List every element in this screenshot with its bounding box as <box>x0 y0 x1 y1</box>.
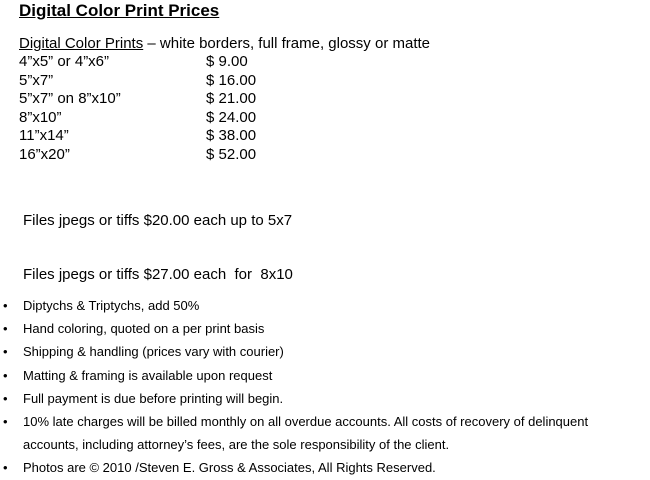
print-size: 8”x10” <box>19 108 62 126</box>
price-row <box>19 72 339 91</box>
list-item <box>0 456 640 479</box>
list-item-text: Diptychs & Triptychs, add 50% <box>23 298 200 313</box>
print-size: 4”x5” or 4”x6” <box>19 53 110 70</box>
intro-line <box>19 35 430 53</box>
terms-list <box>0 294 640 480</box>
print-price: $ 52.00 <box>206 145 257 163</box>
price-row <box>19 53 339 72</box>
page-title: Digital Color Print Prices <box>19 1 220 20</box>
print-price: $ 24.00 <box>206 108 257 126</box>
list-item <box>0 387 640 410</box>
intro-label: Digital Color Prints <box>19 35 144 52</box>
print-size: 16”x20” <box>19 145 70 163</box>
file-price-line: Files jpegs or tiffs $20.00 each up to 5x7 <box>23 212 293 229</box>
price-row <box>19 127 339 146</box>
intro-description: – white borders, full frame, glossy or matte <box>143 35 430 52</box>
list-item <box>0 317 640 340</box>
list-item-text: 10% late charges will be billed monthly on all overdue accounts. All costs of recovery of delinquent accounts, including attorney’s fees, are the sole responsibility of the client. <box>23 414 589 453</box>
print-price: $ 9.00 <box>206 53 248 70</box>
price-table <box>19 53 339 165</box>
bullet-icon: • <box>3 367 8 383</box>
list-item <box>0 410 640 456</box>
file-pricing <box>23 176 293 302</box>
file-price-line: Files jpegs or tiffs $27.00 each for 8x10 <box>23 266 293 283</box>
print-price: $ 38.00 <box>206 127 257 145</box>
list-item-text: Full payment is due before printing will begin. <box>23 390 284 406</box>
bullet-icon: • <box>3 298 8 313</box>
list-item <box>0 294 640 317</box>
list-item-text: Hand coloring, quoted on a per print basis <box>23 321 265 337</box>
print-size: 11”x14” <box>19 127 69 145</box>
bullet-icon: • <box>3 390 8 406</box>
price-row <box>19 90 339 109</box>
list-item <box>0 340 640 363</box>
bullet-icon: • <box>3 321 8 337</box>
list-item <box>0 364 640 387</box>
price-row <box>19 109 339 128</box>
bullet-icon: • <box>3 344 8 360</box>
list-item-text: Photos are © 2010 /Steven E. Gross & Associates, All Rights Reserved. <box>23 460 436 476</box>
print-price: $ 21.00 <box>206 90 257 108</box>
print-size: 5”x7” <box>19 71 54 89</box>
price-row <box>19 146 339 165</box>
bullet-icon: • <box>3 414 8 430</box>
list-item-text: Shipping & handling (prices vary with courier) <box>23 344 284 360</box>
bullet-icon: • <box>3 460 8 476</box>
print-price: $ 16.00 <box>206 71 257 89</box>
list-item-text: Matting & framing is available upon request <box>23 367 273 383</box>
print-size: 5”x7” on 8”x10” <box>19 90 121 108</box>
